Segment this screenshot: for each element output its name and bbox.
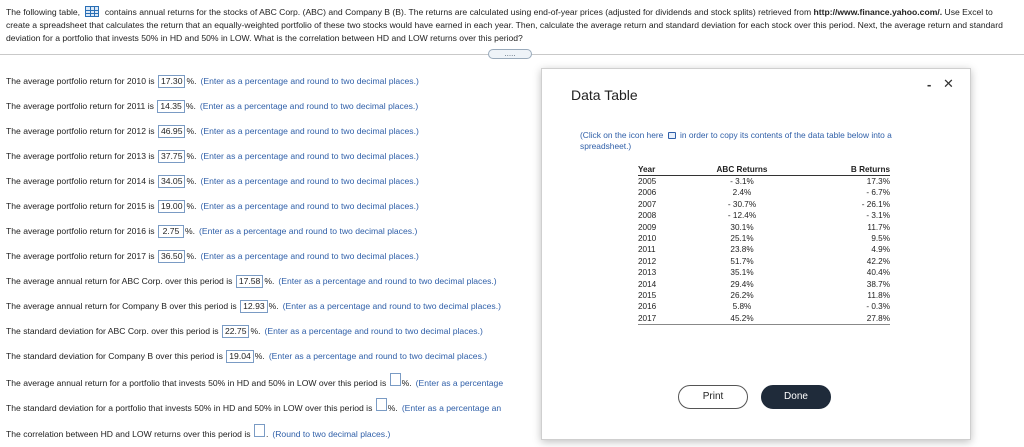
b-return-cell: 27.8% <box>798 313 890 325</box>
column-header-abc: ABC Returns <box>686 165 798 176</box>
copy-instructions <box>580 130 940 152</box>
answer-unit: %. <box>186 176 197 186</box>
question-text: The standard deviation for ABC Corp. over this period is <box>6 326 219 336</box>
answer-hint: (Enter as a percentage and round to two decimal places.) <box>200 151 419 161</box>
answer-unit: %. <box>401 378 412 388</box>
data-table-dialog <box>541 68 971 440</box>
b-return-cell: 11.7% <box>867 222 890 232</box>
answer-input[interactable]: 36.50 <box>158 250 186 263</box>
answer-hint: (Enter as a percentage and round to two decimal places.) <box>264 326 483 336</box>
column-header-year: Year <box>638 165 686 176</box>
answer-unit: %. <box>186 76 197 86</box>
question-text: The average portfolio return for 2010 is <box>6 76 155 86</box>
table-row <box>638 244 890 255</box>
table-row <box>638 290 890 301</box>
note-text-2: in order to copy its contents of the data table below into a spreadsheet.) <box>580 130 892 151</box>
intro-text-2: contains annual returns for the stocks of ABC Corp. (ABC) and Company B (B). The returns are calculated using end-of-year prices (adjusted for dividends and stock splits) retrieved from <box>104 7 812 17</box>
abc-return-cell: - 30.7% <box>727 199 757 209</box>
answer-unit: %. <box>250 326 261 336</box>
intro-text-3: Use Excel to create a spreadsheet that calculates the return that an equally-weighted portfolio of these two stocks would have earned in each year. Then, calculate the average return and standard deviation for each stock over this period. Next, the average return and standard deviation for a portfolio that invests 50% in HD and 50% in LOW. What is the correlation between HD and LOW returns over this period? <box>6 7 1003 43</box>
answer-hint: (Enter as a percentage an <box>401 403 502 413</box>
answer-unit: %. <box>264 276 275 286</box>
b-return-cell: 40.4% <box>866 268 890 278</box>
question-text: The average annual return for a portfolio that invests 50% in HD and 50% in LOW over this period is <box>6 378 387 388</box>
close-icon[interactable]: ✕ <box>943 76 954 91</box>
answer-unit: %. <box>387 403 398 413</box>
done-button[interactable]: Done <box>761 385 831 409</box>
answer-hint: (Enter as a percentage and round to two decimal places.) <box>200 251 419 261</box>
answer-hint: (Enter as a percentage and round to two decimal places.) <box>200 176 419 186</box>
year-cell: 2015 <box>638 291 657 301</box>
table-row <box>638 279 890 290</box>
abc-return-cell: 25.1% <box>730 234 754 244</box>
answer-input[interactable] <box>376 398 387 411</box>
answer-hint: (Enter as a percentage <box>415 378 504 388</box>
answer-unit: %. <box>254 351 265 361</box>
table-row <box>638 199 890 210</box>
answer-unit: %. <box>184 226 195 236</box>
answer-input[interactable]: 17.58 <box>236 275 264 288</box>
abc-return-cell: 35.1% <box>730 268 754 278</box>
question-row <box>6 223 417 239</box>
minimize-icon[interactable]: - <box>927 77 932 92</box>
year-cell: 2012 <box>638 256 657 266</box>
answer-hint: (Round to two decimal places.) <box>272 429 391 439</box>
answer-input[interactable]: 19.00 <box>158 200 186 213</box>
answer-input[interactable] <box>390 373 401 386</box>
question-text: The average portfolio return for 2011 is <box>6 101 154 111</box>
abc-return-cell: 26.2% <box>730 291 754 301</box>
question-row <box>6 348 487 364</box>
question-text: The average portfolio return for 2014 is <box>6 176 155 186</box>
year-cell: 2010 <box>638 234 657 244</box>
year-cell: 2007 <box>638 199 657 209</box>
abc-return-cell: - 3.1% <box>730 177 754 186</box>
year-cell: 2005 <box>638 177 657 186</box>
answer-unit: . <box>265 429 269 439</box>
answer-input[interactable]: 2.75 <box>158 225 184 238</box>
question-row <box>6 273 497 289</box>
year-cell: 2011 <box>638 245 656 255</box>
question-text: The average portfolio return for 2016 is <box>6 226 155 236</box>
answer-unit: %. <box>185 101 196 111</box>
question-text: The average portfolio return for 2017 is <box>6 251 155 261</box>
answer-input[interactable]: 14.35 <box>157 100 185 113</box>
b-return-cell: - 0.3% <box>866 302 890 312</box>
answer-hint: (Enter as a percentage and round to two decimal places.) <box>199 101 419 111</box>
answer-unit: %. <box>186 151 197 161</box>
year-cell: 2017 <box>638 313 686 325</box>
answer-input[interactable]: 34.05 <box>158 175 186 188</box>
question-row <box>6 148 419 164</box>
intro-url: http://www.finance.yahoo.com/. <box>813 7 943 17</box>
question-text: The correlation between HD and LOW returns over this period is <box>6 429 251 439</box>
intro-text-1: The following table, <box>6 7 81 17</box>
year-cell: 2009 <box>638 222 657 232</box>
answer-input[interactable] <box>254 424 265 437</box>
year-cell: 2006 <box>638 188 657 198</box>
question-row <box>6 398 501 414</box>
print-button[interactable]: Print <box>678 385 748 409</box>
column-header-b: B Returns <box>798 165 890 176</box>
question-text: The standard deviation for Company B over this period is <box>6 351 223 361</box>
table-row <box>638 267 890 278</box>
year-cell: 2013 <box>638 268 657 278</box>
table-row <box>638 187 890 198</box>
question-row <box>6 424 390 440</box>
answer-input[interactable]: 37.75 <box>158 150 186 163</box>
answer-input[interactable]: 12.93 <box>240 300 268 313</box>
abc-return-cell: - 12.4% <box>727 211 757 221</box>
abc-return-cell: 5.8% <box>732 302 752 312</box>
answer-input[interactable]: 22.75 <box>222 325 250 338</box>
copy-icon[interactable] <box>668 132 676 139</box>
b-return-cell: - 3.1% <box>866 211 890 221</box>
table-row <box>638 256 890 267</box>
table-row <box>638 313 890 325</box>
year-cell: 2008 <box>638 211 657 221</box>
answer-input[interactable]: 46.95 <box>158 125 186 138</box>
b-return-cell: 17.3% <box>866 177 890 186</box>
b-return-cell: - 26.1% <box>861 199 890 209</box>
table-row <box>638 176 890 188</box>
answer-hint: (Enter as a percentage and round to two decimal places.) <box>199 226 418 236</box>
year-cell: 2016 <box>638 302 657 312</box>
answer-hint: (Enter as a percentage and round to two decimal places.) <box>268 351 488 361</box>
data-table <box>638 165 890 325</box>
question-text: The average portfolio return for 2012 is <box>6 126 155 136</box>
answer-hint: (Enter as a percentage and round to two decimal places.) <box>200 126 419 136</box>
answer-input[interactable]: 19.04 <box>226 350 254 363</box>
question-row <box>6 298 501 314</box>
question-text: The average portfolio return for 2015 is <box>6 201 155 211</box>
question-row <box>6 73 419 89</box>
question-row <box>6 198 419 214</box>
table-row <box>638 210 890 221</box>
abc-return-cell: 51.7% <box>730 256 754 266</box>
answer-input[interactable]: 17.30 <box>158 75 186 88</box>
abc-return-cell: 45.2% <box>686 313 798 325</box>
answer-unit: %. <box>186 126 197 136</box>
answer-hint: (Enter as a percentage and round to two decimal places.) <box>200 201 419 211</box>
question-row <box>6 323 483 339</box>
note-text-1: (Click on the icon here <box>580 130 664 140</box>
expand-button[interactable]: ..... <box>488 49 532 59</box>
abc-return-cell: 2.4% <box>732 188 752 198</box>
question-row <box>6 248 419 264</box>
answer-unit: %. <box>186 201 197 211</box>
answer-unit: %. <box>268 301 279 311</box>
answer-hint: (Enter as a percentage and round to two decimal places.) <box>282 301 501 311</box>
b-return-cell: 38.7% <box>866 279 890 289</box>
b-return-cell: 42.2% <box>866 256 890 266</box>
table-row <box>638 222 890 233</box>
problem-intro <box>6 6 1018 45</box>
question-row <box>6 373 503 389</box>
table-row <box>638 233 890 244</box>
question-text: The standard deviation for a portfolio that invests 50% in HD and 50% in LOW over this period is <box>6 403 373 413</box>
question-text: The average portfolio return for 2013 is <box>6 151 155 161</box>
b-return-cell: 11.8% <box>867 291 890 301</box>
abc-return-cell: 30.1% <box>730 222 754 232</box>
abc-return-cell: 29.4% <box>730 279 754 289</box>
year-cell: 2014 <box>638 279 657 289</box>
question-row <box>6 123 419 139</box>
dialog-title: Data Table <box>571 87 638 103</box>
question-row <box>6 173 419 189</box>
b-return-cell: 4.9% <box>871 245 890 255</box>
question-row <box>6 98 418 114</box>
answer-hint: (Enter as a percentage and round to two decimal places.) <box>200 76 419 86</box>
abc-return-cell: 23.8% <box>730 245 754 255</box>
answer-unit: %. <box>186 251 197 261</box>
table-icon[interactable] <box>85 6 99 17</box>
question-text: The average annual return for ABC Corp. over this period is <box>6 276 233 286</box>
answer-hint: (Enter as a percentage and round to two decimal places.) <box>278 276 497 286</box>
table-row <box>638 301 890 312</box>
b-return-cell: 9.5% <box>871 234 890 244</box>
question-text: The average annual return for Company B over this period is <box>6 301 237 311</box>
b-return-cell: - 6.7% <box>866 188 890 198</box>
